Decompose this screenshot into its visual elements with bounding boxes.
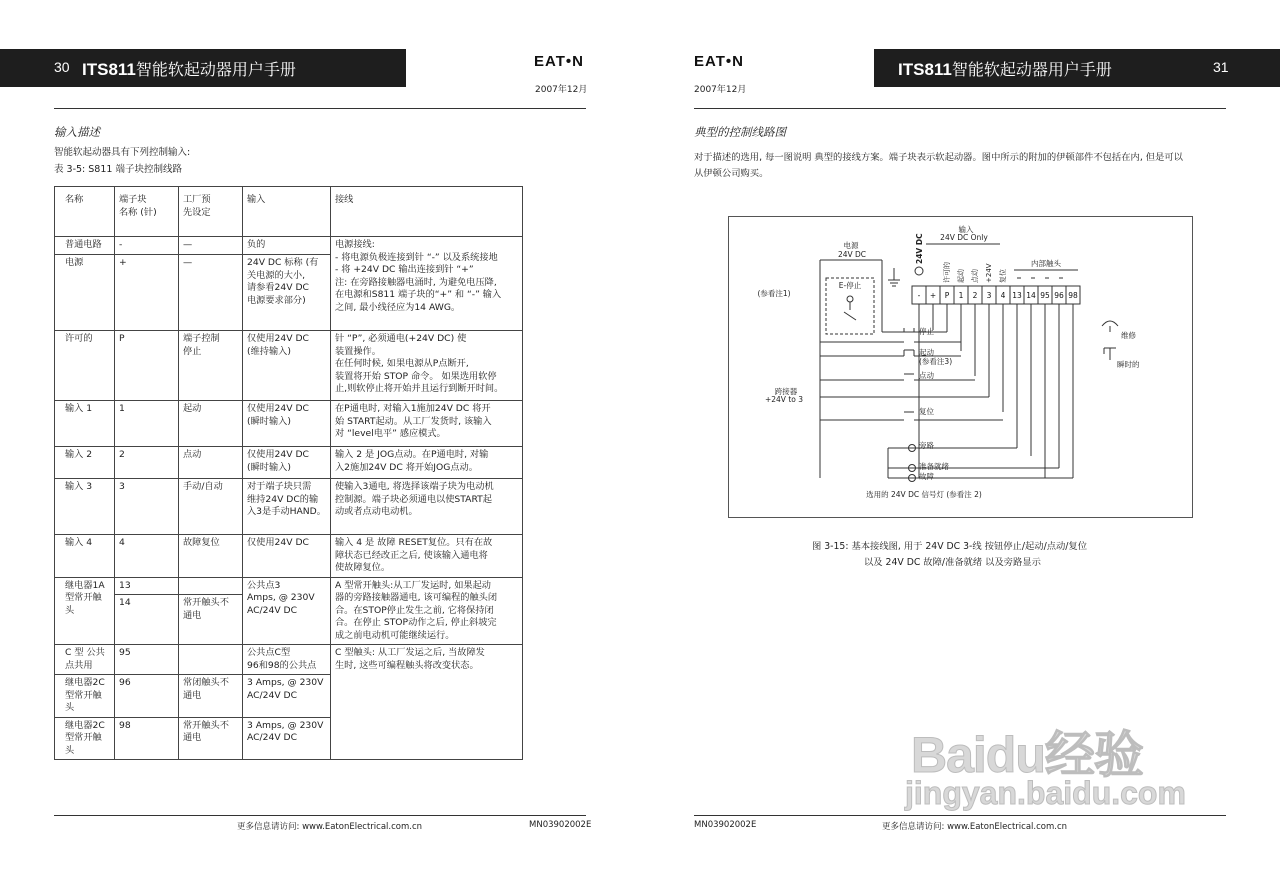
- cell-name: 输入 2: [55, 447, 115, 479]
- baidu-watermark: [893, 715, 1203, 815]
- terminal-label: 95: [1040, 291, 1050, 300]
- cell-pin: +: [115, 255, 179, 331]
- terminal-function-label: 许可的: [943, 262, 951, 283]
- cell-wiring: 输入 4 是 故障 RESET复位。只有在故 障状态已经改正之后, 使该输入通电将 使故障复位。: [331, 535, 523, 578]
- cell-input: 公共点C型 96和98的公共点: [243, 645, 331, 675]
- table-header-cell: 接线: [331, 187, 523, 237]
- cell-name: 电源: [55, 255, 115, 331]
- cell-preset: 手动/自动: [179, 479, 243, 535]
- right-page-number: 31: [1213, 59, 1229, 75]
- cell-pin: 2: [115, 447, 179, 479]
- terminal-label: 13: [1012, 291, 1022, 300]
- left-intro: 智能软起动器具有下列控制输入:: [54, 147, 191, 158]
- terminal-label: 98: [1068, 291, 1078, 300]
- cell-input: 仅使用24V DC (瞬时输入): [243, 401, 331, 447]
- terminal-function-label: 复位: [999, 269, 1007, 283]
- table-header-cell: 名称: [55, 187, 115, 237]
- terminal-function-label: 点动: [971, 269, 979, 283]
- cell-input: 对于端子块只需 维持24V DC的输 入3是手动HAND。: [243, 479, 331, 535]
- cell-name: 输入 3: [55, 479, 115, 535]
- diagram-legend-momentary: 瞬时的: [1117, 360, 1140, 369]
- cell-wiring: A 型常开触头:从工厂发运时, 如果起动 器的旁路接触器通电, 该可编程的触头闭 合。在STOP停止发生之前, 它将保持闭 合。在停止 STOP动作之后, 停止斜坡完 成之前电动机可能继续运行。: [331, 577, 523, 645]
- right-eaton-logo: EAT•N: [694, 53, 744, 70]
- terminal-label: -: [917, 291, 921, 300]
- right-intro-line1: 对于描述的选用, 每一图说明 典型的接线方案。端子块表示软起动器。图中所示的附加的伊顿部件不包括在内, 但是可以: [694, 152, 1183, 163]
- cell-wiring: 使输入3通电, 将选择该端子块为电动机 控制源。端子块必须通电以使START起 动或者点动电动机。: [331, 479, 523, 535]
- figure-caption-line1: 图 3-15: 基本接线图, 用于 24V DC 3-线 按钮停止/起动/点动/复位: [812, 541, 1088, 552]
- cell-preset: 故障复位: [179, 535, 243, 578]
- diagram-jog: 点动: [919, 371, 934, 380]
- cell-pin: -: [115, 237, 179, 255]
- table-header-cell: 端子块 名称 (针): [115, 187, 179, 237]
- cell-wiring: 输入 2 是 JOG点动。在P通电时, 对输 入2施加24V DC 将开始JOG点动。: [331, 447, 523, 479]
- left-page-number: 30: [54, 59, 70, 75]
- table-row: [55, 479, 523, 535]
- cell-preset: [179, 577, 243, 595]
- terminal-label: 96: [1054, 291, 1064, 300]
- terminal-function-label: +24V: [985, 263, 993, 283]
- cell-name: 继电器2C 型常开触 头: [55, 675, 115, 718]
- cell-preset: 起动: [179, 401, 243, 447]
- cell-input: 仅使用24V DC: [243, 535, 331, 578]
- diagram-reset: 复位: [919, 407, 934, 416]
- cell-preset: 点动: [179, 447, 243, 479]
- table-row: [55, 535, 523, 578]
- cell-wiring: 电源接线: - 将电源负极连接到针 “-” 以及系统接地 - 将 +24V DC 输出连接到针 “+” 注: 在旁路接触器电涌时, 为避免电压降, 在电源和S811 端子块的“+” 和 “-” 输入 之间, 最小线径应为14 AWG。: [331, 237, 523, 331]
- cell-input: 公共点3 Amps, @ 230V AC/24V DC: [243, 577, 331, 645]
- table-caption: 表 3-5: S811 端子块控制线路: [54, 164, 182, 175]
- cell-preset: 常开触头不 通电: [179, 595, 243, 645]
- terminal-label: 4: [1000, 291, 1006, 300]
- right-date: 2007年12月: [694, 85, 747, 95]
- terminal-label: 3: [986, 291, 992, 300]
- table-row: [55, 331, 523, 401]
- left-footer-docnum: MN03902002E: [529, 820, 592, 830]
- diagram-internal-contacts: 内部触头: [1031, 259, 1061, 268]
- right-footer-rule: [694, 815, 1226, 816]
- diagram-jumper-sub: +24V to 3: [764, 395, 804, 404]
- cell-input: 3 Amps, @ 230V AC/24V DC: [243, 675, 331, 718]
- right-title-text: 智能软起动器用户手册: [951, 60, 1112, 79]
- left-header-rule: [54, 108, 586, 109]
- control-input-table: [54, 186, 523, 760]
- cell-input: 仅使用24V DC (瞬时输入): [243, 447, 331, 479]
- cell-wiring: 针 “P”, 必须通电(+24V DC) 使 装置操作。 在任何时候, 如果电源从P点断开, 装置将开始 STOP 命令。 如果选用软停 止,则软停止将开始并且运行到断开时间。: [331, 331, 523, 401]
- cell-preset: 常闭触头不 通电: [179, 675, 243, 718]
- wiring-diagram: [728, 216, 1193, 518]
- diagram-ready: 准备就绪: [919, 462, 949, 471]
- left-title-model: ITS811: [82, 60, 136, 79]
- cell-pin: 96: [115, 675, 179, 718]
- cell-preset: [179, 645, 243, 675]
- table-row: [55, 401, 523, 447]
- cell-input: 24V DC 标称 (有 关电源的大小, 请参看24V DC 电源要求部分): [243, 255, 331, 331]
- left-title-text: 智能软起动器用户手册: [135, 60, 296, 79]
- right-intro-line2: 从伊顿公司购买。: [694, 168, 769, 179]
- cell-pin: 1: [115, 401, 179, 447]
- left-date: 2007年12月: [535, 85, 588, 95]
- right-section-title: 典型的控制线路图: [694, 125, 786, 139]
- diagram-see-note3: (参看注3): [919, 357, 953, 366]
- cell-pin: 98: [115, 717, 179, 760]
- terminal-label: 14: [1026, 291, 1036, 300]
- cell-preset: —: [179, 255, 243, 331]
- left-footer-rule: [54, 815, 586, 816]
- diagram-fault: 故障: [919, 472, 934, 481]
- terminal-label: 2: [972, 291, 978, 300]
- cell-name: C 型 公共 点共用: [55, 645, 115, 675]
- cell-name: 继电器1A 型常开触 头: [55, 577, 115, 645]
- terminal-label: +: [929, 291, 937, 300]
- figure-caption-line2: 以及 24V DC 故障/准备就绪 以及旁路显示: [864, 557, 1041, 568]
- cell-name: 许可的: [55, 331, 115, 401]
- diagram-jumper: 跨接器: [774, 387, 798, 396]
- diagram-stop: 停止: [919, 327, 934, 336]
- table-row: [55, 237, 523, 255]
- cell-pin: 4: [115, 535, 179, 578]
- cell-name: 继电器2C 型常开触 头: [55, 717, 115, 760]
- terminal-label: P: [944, 291, 950, 300]
- cell-name: 输入 1: [55, 401, 115, 447]
- diagram-input-sub: 24V DC Only: [940, 233, 988, 242]
- right-footer-docnum: MN03902002E: [694, 820, 757, 830]
- cell-pin: 13: [115, 577, 179, 595]
- table-header-cell: 输入: [243, 187, 331, 237]
- cell-pin: P: [115, 331, 179, 401]
- watermark-main: Baidu经验: [911, 727, 1143, 783]
- right-header-rule: [694, 108, 1226, 109]
- table-header-row: [55, 187, 523, 237]
- cell-wiring: 在P通电时, 对输入1施加24V DC 将开 始 START起动。从工厂发货时, 该输入 对 “level电平” 感应模式。: [331, 401, 523, 447]
- cell-input: 3 Amps, @ 230V AC/24V DC: [243, 717, 331, 760]
- left-header-bar: [0, 49, 406, 87]
- diagram-power-label: 电源: [843, 241, 859, 250]
- watermark-sub: jingyan.baidu.com: [905, 775, 1186, 811]
- cell-name: 普通电路: [55, 237, 115, 255]
- left-section-title: 输入描述: [54, 125, 100, 139]
- diagram-see-note1: (参看注1): [757, 289, 791, 298]
- cell-pin: 3: [115, 479, 179, 535]
- left-footer-url: 更多信息请访问: www.EatonElectrical.com.cn: [237, 822, 423, 832]
- cell-name: 输入 4: [55, 535, 115, 578]
- right-page-title: [898, 57, 1112, 80]
- table-row: [55, 645, 523, 675]
- cell-preset: 端子控制 停止: [179, 331, 243, 401]
- table-row: [55, 447, 523, 479]
- cell-input: 仅使用24V DC (维持输入): [243, 331, 331, 401]
- right-header-bar: [874, 49, 1280, 87]
- diagram-input-label: 输入: [958, 225, 974, 234]
- cell-wiring: C 型触头: 从工厂发运之后, 当故障发 生时, 这些可编程触头将改变状态。: [331, 645, 523, 760]
- cell-pin: 14: [115, 595, 179, 645]
- terminal-function-label: 起动: [957, 269, 965, 283]
- diagram-estop: E-停止: [838, 281, 862, 290]
- diagram-legend-maintain: 维修: [1121, 331, 1136, 340]
- cell-preset: —: [179, 237, 243, 255]
- left-page-title: [82, 57, 296, 80]
- cell-input: 负的: [243, 237, 331, 255]
- cell-preset: 常开触头不 通电: [179, 717, 243, 760]
- left-eaton-logo: EAT•N: [534, 53, 584, 70]
- diagram-power-sub: 24V DC: [837, 250, 867, 259]
- table-row: [55, 577, 523, 595]
- terminal-label: 1: [958, 291, 964, 300]
- right-footer-url: 更多信息请访问: www.EatonElectrical.com.cn: [882, 822, 1068, 832]
- diagram-start: 起动: [919, 348, 934, 357]
- diagram-bypass: 旁路: [919, 441, 934, 450]
- cell-pin: 95: [115, 645, 179, 675]
- diagram-lamp-note: 选用的 24V DC 信号灯 (参看注 2): [866, 490, 982, 499]
- table-header-cell: 工厂预 先设定: [179, 187, 243, 237]
- right-title-model: ITS811: [898, 60, 952, 79]
- diagram-24v-vertical: 24V DC: [915, 233, 924, 264]
